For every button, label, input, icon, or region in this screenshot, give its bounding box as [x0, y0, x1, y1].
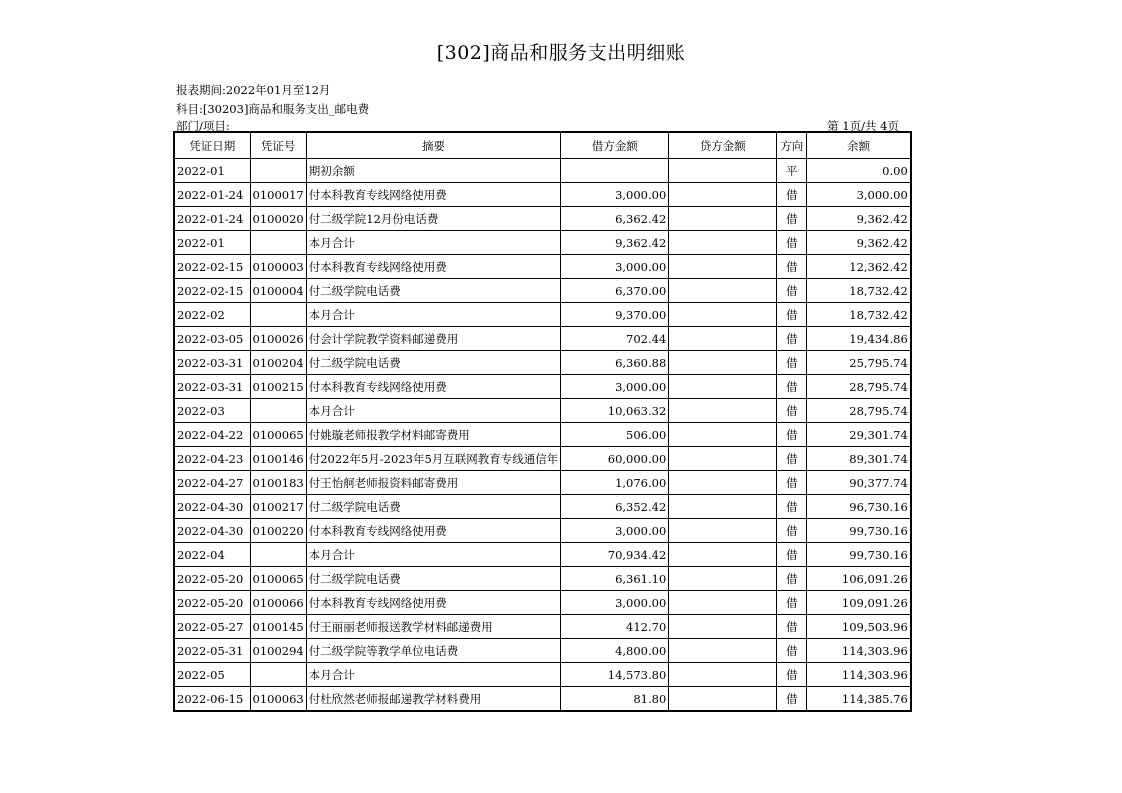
- cell-direction: 借: [777, 303, 807, 327]
- cell-date: 2022-02: [174, 303, 250, 327]
- cell-date: 2022-05-31: [174, 639, 250, 663]
- cell-balance: 106,091.26: [807, 567, 911, 591]
- cell-voucher: 0100065: [250, 567, 306, 591]
- cell-voucher: 0100145: [250, 615, 306, 639]
- table-row: [174, 471, 911, 495]
- report-title: [302]商品和服务支出明细账: [436, 42, 686, 64]
- cell-date: 2022-03: [174, 399, 250, 423]
- cell-debit: 3,000.00: [561, 375, 669, 399]
- cell-balance: 28,795.74: [807, 399, 911, 423]
- cell-credit: [669, 231, 777, 255]
- cell-direction: 借: [777, 231, 807, 255]
- cell-summary: 本月合计: [306, 543, 561, 567]
- table-row: [174, 231, 911, 255]
- cell-debit: 81.80: [561, 687, 669, 712]
- table-header-row: [174, 132, 911, 159]
- cell-voucher: 0100065: [250, 423, 306, 447]
- cell-debit: 3,000.00: [561, 591, 669, 615]
- cell-credit: [669, 615, 777, 639]
- cell-balance: 25,795.74: [807, 351, 911, 375]
- col-header-credit: 贷方金额: [669, 132, 777, 159]
- col-header-voucher: 凭证号: [250, 132, 306, 159]
- cell-balance: 99,730.16: [807, 543, 911, 567]
- cell-summary: 本月合计: [306, 303, 561, 327]
- cell-debit: 9,370.00: [561, 303, 669, 327]
- cell-date: 2022-01: [174, 231, 250, 255]
- cell-credit: [669, 183, 777, 207]
- cell-balance: 96,730.16: [807, 495, 911, 519]
- table-row: [174, 447, 911, 471]
- cell-balance: 9,362.42: [807, 207, 911, 231]
- cell-credit: [669, 687, 777, 712]
- cell-balance: 18,732.42: [807, 303, 911, 327]
- cell-voucher: 0100063: [250, 687, 306, 712]
- cell-voucher: 0100204: [250, 351, 306, 375]
- cell-summary: 付会计学院教学资料邮递费用: [306, 327, 561, 351]
- table-row: [174, 159, 911, 183]
- cell-debit: 3,000.00: [561, 255, 669, 279]
- col-header-summary: 摘要: [306, 132, 561, 159]
- cell-voucher: 0100217: [250, 495, 306, 519]
- cell-date: 2022-05-20: [174, 567, 250, 591]
- cell-credit: [669, 519, 777, 543]
- cell-direction: 借: [777, 591, 807, 615]
- cell-summary: 付二级学院等教学单位电话费: [306, 639, 561, 663]
- cell-balance: 114,385.76: [807, 687, 911, 712]
- cell-balance: 90,377.74: [807, 471, 911, 495]
- cell-voucher: [250, 159, 306, 183]
- cell-summary: 付本科教育专线网络使用费: [306, 375, 561, 399]
- cell-credit: [669, 207, 777, 231]
- cell-voucher: 0100004: [250, 279, 306, 303]
- table-row: [174, 615, 911, 639]
- cell-debit: 6,352.42: [561, 495, 669, 519]
- cell-direction: 借: [777, 567, 807, 591]
- cell-voucher: 0100294: [250, 639, 306, 663]
- cell-direction: 借: [777, 399, 807, 423]
- cell-credit: [669, 399, 777, 423]
- cell-direction: 借: [777, 687, 807, 712]
- cell-summary: 付王怡舸老师报资料邮寄费用: [306, 471, 561, 495]
- cell-balance: 114,303.96: [807, 639, 911, 663]
- table-row: [174, 495, 911, 519]
- cell-date: 2022-04-22: [174, 423, 250, 447]
- cell-summary: 付本科教育专线网络使用费: [306, 519, 561, 543]
- ledger-table: [173, 131, 912, 712]
- cell-voucher: 0100220: [250, 519, 306, 543]
- cell-summary: 本月合计: [306, 231, 561, 255]
- table-row: [174, 543, 911, 567]
- cell-summary: 付本科教育专线网络使用费: [306, 591, 561, 615]
- cell-summary: 付二级学院电话费: [306, 279, 561, 303]
- cell-summary: 付本科教育专线网络使用费: [306, 183, 561, 207]
- cell-debit: 9,362.42: [561, 231, 669, 255]
- cell-credit: [669, 351, 777, 375]
- cell-date: 2022-05-20: [174, 591, 250, 615]
- cell-credit: [669, 255, 777, 279]
- cell-direction: 借: [777, 279, 807, 303]
- cell-date: 2022-05: [174, 663, 250, 687]
- cell-balance: 0.00: [807, 159, 911, 183]
- cell-date: 2022-01: [174, 159, 250, 183]
- cell-direction: 借: [777, 663, 807, 687]
- cell-date: 2022-06-15: [174, 687, 250, 712]
- cell-credit: [669, 495, 777, 519]
- cell-summary: 付二级学院电话费: [306, 567, 561, 591]
- cell-direction: 借: [777, 375, 807, 399]
- cell-voucher: [250, 663, 306, 687]
- cell-balance: 89,301.74: [807, 447, 911, 471]
- table-row: [174, 351, 911, 375]
- cell-direction: 借: [777, 471, 807, 495]
- cell-direction: 借: [777, 207, 807, 231]
- cell-direction: 借: [777, 183, 807, 207]
- cell-summary: 付2022年5月-2023年5月互联网教育专线通信年: [306, 447, 561, 471]
- cell-date: 2022-02-15: [174, 255, 250, 279]
- cell-summary: 付本科教育专线网络使用费: [306, 255, 561, 279]
- cell-debit: [561, 159, 669, 183]
- cell-balance: 9,362.42: [807, 231, 911, 255]
- cell-direction: 借: [777, 327, 807, 351]
- cell-balance: 28,795.74: [807, 375, 911, 399]
- cell-date: 2022-04-30: [174, 495, 250, 519]
- col-header-direction: 方向: [777, 132, 807, 159]
- table-row: [174, 687, 911, 712]
- cell-credit: [669, 159, 777, 183]
- cell-debit: 506.00: [561, 423, 669, 447]
- cell-balance: 3,000.00: [807, 183, 911, 207]
- table-row: [174, 567, 911, 591]
- cell-date: 2022-01-24: [174, 207, 250, 231]
- table-row: [174, 279, 911, 303]
- cell-debit: 4,800.00: [561, 639, 669, 663]
- cell-credit: [669, 447, 777, 471]
- col-header-debit: 借方金额: [561, 132, 669, 159]
- cell-debit: 702.44: [561, 327, 669, 351]
- cell-summary: 付姚璇老师报教学材料邮寄费用: [306, 423, 561, 447]
- cell-voucher: [250, 231, 306, 255]
- account-subject: 科目:[30203]商品和服务支出_邮电费: [176, 102, 370, 116]
- cell-direction: 借: [777, 639, 807, 663]
- cell-summary: 本月合计: [306, 663, 561, 687]
- cell-credit: [669, 327, 777, 351]
- cell-balance: 99,730.16: [807, 519, 911, 543]
- cell-balance: 29,301.74: [807, 423, 911, 447]
- cell-direction: 借: [777, 447, 807, 471]
- cell-voucher: [250, 303, 306, 327]
- cell-debit: 6,361.10: [561, 567, 669, 591]
- table-row: [174, 639, 911, 663]
- cell-date: 2022-04-30: [174, 519, 250, 543]
- table-row: [174, 375, 911, 399]
- cell-balance: 109,503.96: [807, 615, 911, 639]
- report-period: 报表期间:2022年01月至12月: [176, 83, 331, 97]
- cell-direction: 借: [777, 351, 807, 375]
- cell-credit: [669, 543, 777, 567]
- cell-voucher: 0100183: [250, 471, 306, 495]
- cell-date: 2022-05-27: [174, 615, 250, 639]
- cell-direction: 借: [777, 495, 807, 519]
- cell-balance: 18,732.42: [807, 279, 911, 303]
- cell-debit: 6,362.42: [561, 207, 669, 231]
- cell-debit: 70,934.42: [561, 543, 669, 567]
- department-project: 部门/项目:: [176, 119, 230, 133]
- cell-date: 2022-03-31: [174, 375, 250, 399]
- cell-debit: 6,360.88: [561, 351, 669, 375]
- cell-date: 2022-04-23: [174, 447, 250, 471]
- page-indicator: 第 1页/共 4页: [827, 119, 899, 133]
- cell-date: 2022-03-05: [174, 327, 250, 351]
- cell-credit: [669, 423, 777, 447]
- cell-direction: 借: [777, 615, 807, 639]
- cell-date: 2022-04: [174, 543, 250, 567]
- cell-credit: [669, 471, 777, 495]
- cell-voucher: 0100017: [250, 183, 306, 207]
- cell-voucher: [250, 543, 306, 567]
- table-row: [174, 327, 911, 351]
- cell-balance: 109,091.26: [807, 591, 911, 615]
- cell-voucher: 0100215: [250, 375, 306, 399]
- cell-credit: [669, 303, 777, 327]
- cell-debit: 1,076.00: [561, 471, 669, 495]
- cell-direction: 借: [777, 519, 807, 543]
- col-header-date: 凭证日期: [174, 132, 250, 159]
- cell-balance: 114,303.96: [807, 663, 911, 687]
- cell-balance: 19,434.86: [807, 327, 911, 351]
- cell-voucher: 0100146: [250, 447, 306, 471]
- cell-debit: 3,000.00: [561, 183, 669, 207]
- cell-credit: [669, 639, 777, 663]
- cell-credit: [669, 591, 777, 615]
- table-row: [174, 303, 911, 327]
- cell-date: 2022-01-24: [174, 183, 250, 207]
- cell-credit: [669, 279, 777, 303]
- cell-voucher: 0100066: [250, 591, 306, 615]
- cell-summary: 本月合计: [306, 399, 561, 423]
- cell-summary: 付二级学院电话费: [306, 351, 561, 375]
- table-row: [174, 423, 911, 447]
- cell-direction: 借: [777, 255, 807, 279]
- table-row: [174, 591, 911, 615]
- table-row: [174, 207, 911, 231]
- cell-direction: 借: [777, 543, 807, 567]
- cell-summary: 付二级学院12月份电话费: [306, 207, 561, 231]
- cell-summary: 付杜欣然老师报邮递教学材料费用: [306, 687, 561, 712]
- table-row: [174, 519, 911, 543]
- cell-voucher: 0100003: [250, 255, 306, 279]
- cell-voucher: [250, 399, 306, 423]
- cell-credit: [669, 567, 777, 591]
- table-row: [174, 183, 911, 207]
- ledger-body: [174, 159, 911, 712]
- cell-voucher: 0100020: [250, 207, 306, 231]
- cell-credit: [669, 663, 777, 687]
- cell-date: 2022-02-15: [174, 279, 250, 303]
- cell-date: 2022-04-27: [174, 471, 250, 495]
- cell-summary: 付二级学院电话费: [306, 495, 561, 519]
- cell-direction: 借: [777, 423, 807, 447]
- cell-debit: 6,370.00: [561, 279, 669, 303]
- cell-credit: [669, 375, 777, 399]
- cell-summary: 期初余额: [306, 159, 561, 183]
- cell-direction: 平: [777, 159, 807, 183]
- cell-debit: 14,573.80: [561, 663, 669, 687]
- cell-debit: 60,000.00: [561, 447, 669, 471]
- table-row: [174, 255, 911, 279]
- cell-debit: 3,000.00: [561, 519, 669, 543]
- cell-balance: 12,362.42: [807, 255, 911, 279]
- col-header-balance: 余额: [807, 132, 911, 159]
- table-row: [174, 663, 911, 687]
- cell-date: 2022-03-31: [174, 351, 250, 375]
- cell-debit: 412.70: [561, 615, 669, 639]
- cell-voucher: 0100026: [250, 327, 306, 351]
- table-row: [174, 399, 911, 423]
- cell-debit: 10,063.32: [561, 399, 669, 423]
- cell-summary: 付王丽丽老师报送教学材料邮递费用: [306, 615, 561, 639]
